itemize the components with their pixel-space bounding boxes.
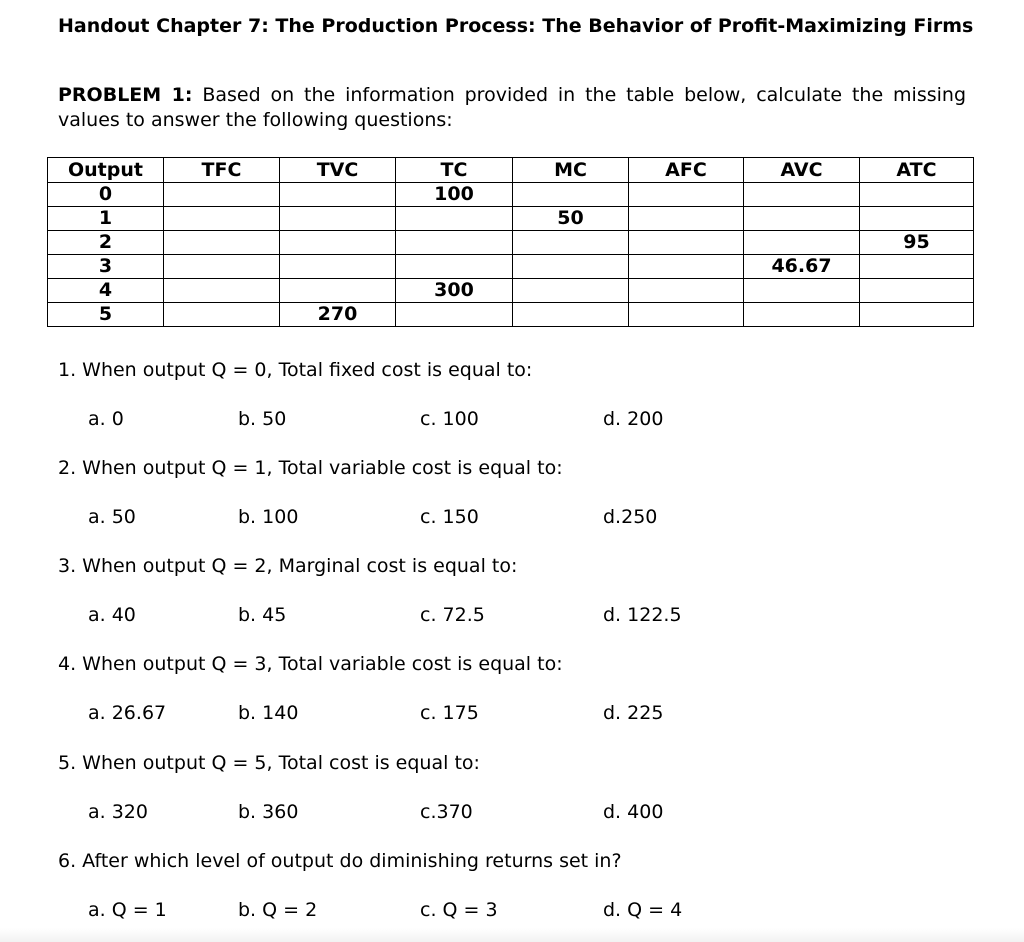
value-cell	[280, 255, 396, 279]
value-cell	[164, 255, 280, 279]
value-cell	[744, 231, 860, 255]
problem-label: PROBLEM 1:	[58, 84, 193, 106]
answer-option: c. 175	[420, 702, 479, 724]
answer-option: b. 360	[238, 801, 299, 823]
table-row	[48, 279, 974, 303]
answer-option: a. 320	[88, 801, 148, 823]
value-cell	[396, 207, 513, 231]
value-cell	[513, 183, 629, 207]
value-cell	[513, 255, 629, 279]
question-text: 6. After which level of output do diminishing returns set in?	[58, 850, 622, 872]
question-text: 5. When output Q = 5, Total cost is equal to:	[58, 752, 480, 774]
page-bottom-edge	[0, 928, 1024, 942]
answer-option: a. 0	[88, 408, 124, 430]
value-cell	[164, 183, 280, 207]
value-cell	[860, 303, 974, 327]
value-cell: 300	[396, 279, 513, 303]
value-cell	[513, 303, 629, 327]
answer-option: d. 400	[603, 801, 664, 823]
answer-option: a. 26.67	[88, 702, 167, 724]
value-cell	[513, 231, 629, 255]
header-tvc: TVC	[280, 158, 396, 183]
answer-option: c. 150	[420, 506, 479, 528]
value-cell	[860, 279, 974, 303]
table-row	[48, 255, 974, 279]
value-cell	[280, 231, 396, 255]
value-cell: 46.67	[744, 255, 860, 279]
answer-option: a. Q = 1	[88, 899, 167, 921]
value-cell	[513, 279, 629, 303]
cost-table	[47, 157, 974, 327]
value-cell: 95	[860, 231, 974, 255]
answer-option: b. 50	[238, 408, 287, 430]
value-cell	[744, 303, 860, 327]
answer-option: c. 100	[420, 408, 479, 430]
value-cell	[744, 207, 860, 231]
value-cell	[280, 183, 396, 207]
header-output: Output	[48, 158, 164, 183]
value-cell	[629, 207, 744, 231]
value-cell	[629, 255, 744, 279]
table-row	[48, 183, 974, 207]
output-cell: 3	[48, 255, 164, 279]
answer-option: b. 100	[238, 506, 299, 528]
answer-option: c.370	[420, 801, 473, 823]
header-tfc: TFC	[164, 158, 280, 183]
value-cell	[629, 231, 744, 255]
answer-option: d. 200	[603, 408, 664, 430]
table-row	[48, 207, 974, 231]
value-cell	[629, 303, 744, 327]
value-cell	[396, 231, 513, 255]
value-cell	[629, 183, 744, 207]
answer-option: a. 40	[88, 604, 136, 626]
document-title: Handout Chapter 7: The Production Process: The Behavior of Profit-Maximizing Firms	[58, 15, 974, 37]
value-cell	[280, 207, 396, 231]
value-cell	[280, 279, 396, 303]
answer-option: d. Q = 4	[603, 899, 683, 921]
header-mc: MC	[513, 158, 629, 183]
question-text: 2. When output Q = 1, Total variable cost is equal to:	[58, 457, 563, 479]
value-cell	[396, 303, 513, 327]
value-cell	[860, 183, 974, 207]
answer-option: d. 225	[603, 702, 664, 724]
value-cell	[164, 279, 280, 303]
answer-option: c. Q = 3	[420, 899, 498, 921]
answer-option: c. 72.5	[420, 604, 485, 626]
value-cell	[629, 279, 744, 303]
answer-option: b. 140	[238, 702, 299, 724]
output-cell: 2	[48, 231, 164, 255]
value-cell	[860, 255, 974, 279]
problem-text: Based on the information provided in the table below, calculate the missing values to answer the following questions:	[58, 84, 966, 131]
value-cell	[744, 183, 860, 207]
value-cell: 270	[280, 303, 396, 327]
output-cell: 5	[48, 303, 164, 327]
answer-option: d. 122.5	[603, 604, 682, 626]
value-cell	[396, 255, 513, 279]
header-afc: AFC	[629, 158, 744, 183]
value-cell	[860, 207, 974, 231]
output-cell: 4	[48, 279, 164, 303]
output-cell: 0	[48, 183, 164, 207]
answer-option: b. 45	[238, 604, 287, 626]
value-cell	[164, 303, 280, 327]
answer-option: b. Q = 2	[238, 899, 318, 921]
table-row	[48, 303, 974, 327]
question-text: 3. When output Q = 2, Marginal cost is equal to:	[58, 555, 518, 577]
table-header-row	[48, 158, 974, 183]
table-row	[48, 231, 974, 255]
answer-option: d.250	[603, 506, 658, 528]
value-cell	[164, 231, 280, 255]
header-avc: AVC	[744, 158, 860, 183]
header-tc: TC	[396, 158, 513, 183]
output-cell: 1	[48, 207, 164, 231]
question-text: 4. When output Q = 3, Total variable cost is equal to:	[58, 653, 563, 675]
value-cell	[164, 207, 280, 231]
value-cell	[744, 279, 860, 303]
question-text: 1. When output Q = 0, Total fixed cost is equal to:	[58, 359, 533, 381]
problem-statement	[58, 83, 966, 133]
answer-option: a. 50	[88, 506, 136, 528]
value-cell: 50	[513, 207, 629, 231]
table-body	[48, 183, 974, 327]
value-cell: 100	[396, 183, 513, 207]
header-atc: ATC	[860, 158, 974, 183]
